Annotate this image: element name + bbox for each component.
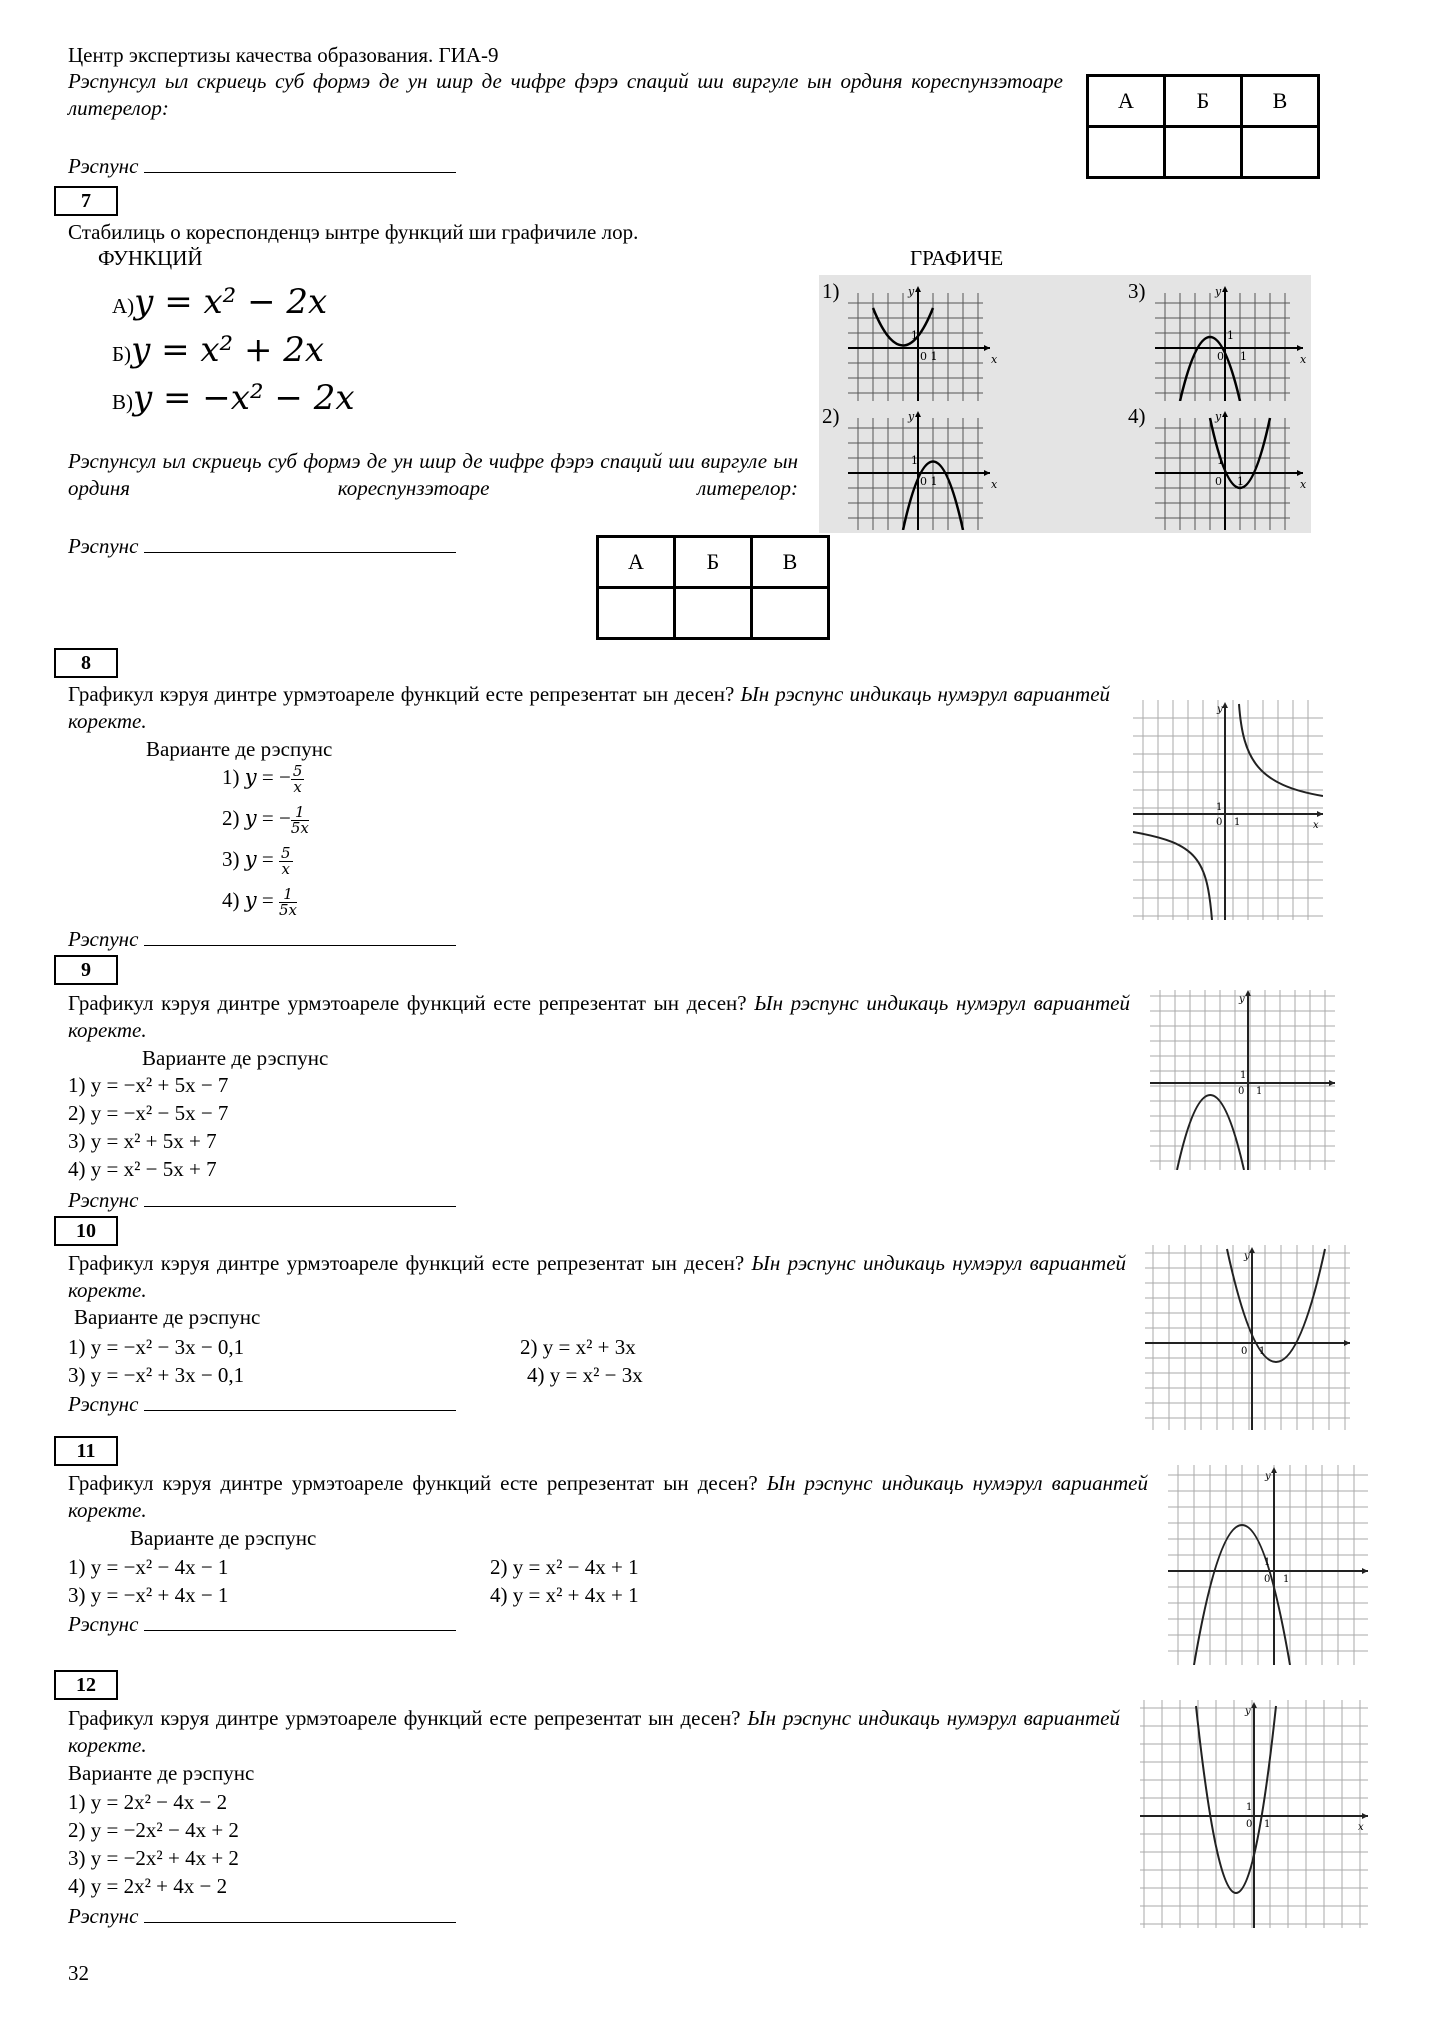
- svg-text:y: y: [1244, 1251, 1250, 1262]
- question-prompt: Стабилиць о кореспонденцэ ынтре функций ши графичиле лор.: [68, 220, 639, 244]
- option-item: 3) y = −x² + 3x − 0,1: [68, 1363, 245, 1387]
- answer-cell[interactable]: [675, 588, 752, 639]
- answer-field[interactable]: [144, 1390, 456, 1411]
- parabola-graph-icon: [1168, 1465, 1368, 1665]
- answer-table-header: В: [752, 537, 829, 588]
- graph-label: 2): [822, 404, 840, 428]
- answer-cell[interactable]: [598, 588, 675, 639]
- function-item: В)y = −x² − 2x: [112, 378, 355, 418]
- answer-cell[interactable]: [1165, 127, 1242, 178]
- svg-text:0: 0: [1216, 817, 1223, 828]
- svg-text:1: 1: [1256, 1086, 1263, 1097]
- svg-text:0: 0: [1246, 1819, 1253, 1830]
- answer-label: Рэспунс: [68, 927, 139, 951]
- answer-table-header: Б: [1165, 76, 1242, 127]
- option-item: 3) y = x² + 5x + 7: [68, 1129, 217, 1153]
- question-prompt: Графикул кэруя динтре урмэтоареле функций есте репрезентат ын десен? Ын рэспунс индикаць нумэрул вариантей коректе.: [68, 1706, 1120, 1757]
- options-title: Варианте де рэспунс: [142, 1046, 329, 1070]
- option-item: 1) y = 2x² − 4x − 2: [68, 1790, 228, 1814]
- svg-text:0: 0: [1241, 1346, 1248, 1357]
- graph-label: 1): [822, 279, 840, 303]
- svg-text:0: 0: [1238, 1086, 1245, 1097]
- option-item: 4) y = x² + 4x + 1: [490, 1583, 639, 1607]
- svg-text:0 1: 0 1: [920, 475, 938, 488]
- question-number: 8: [54, 648, 118, 678]
- answer-label: Рэспунс: [68, 1612, 139, 1636]
- svg-text:x: x: [1313, 820, 1319, 831]
- option-item: 2) y = −2x² − 4x + 2: [68, 1818, 239, 1842]
- svg-text:1: 1: [911, 329, 918, 342]
- option-item: 4) y = x² − 5x + 7: [68, 1157, 217, 1181]
- svg-text:y: y: [1265, 1471, 1271, 1482]
- options-list: [222, 763, 309, 927]
- answer-table-header: А: [598, 537, 675, 588]
- question-prompt: Графикул кэруя динтре урмэтоареле функций есте репрезентат ын десен? Ын рэспунс индикаць нумэрул вариантей коректе.: [68, 682, 1111, 733]
- answer-row: [68, 1390, 456, 1418]
- option-item: 4) y = 2x² + 4x − 2: [68, 1874, 228, 1898]
- svg-text:1: 1: [1264, 1819, 1271, 1830]
- answer-field[interactable]: [144, 532, 456, 553]
- options-list: [68, 1788, 239, 1900]
- question-prompt: Графикул кэруя динтре урмэтоареле функций есте репрезентат ын десен? Ын рэспунс индикаць нумэрул вариантей коректе.: [68, 1471, 1149, 1522]
- svg-text:1: 1: [1240, 350, 1247, 363]
- option-item: 2) y = x² − 4x + 1: [490, 1555, 639, 1579]
- graphs-title: ГРАФИЧЕ: [910, 246, 1004, 270]
- parabola-graph-icon: [1140, 1700, 1368, 1928]
- answer-field[interactable]: [144, 925, 456, 946]
- answer-row: [68, 1610, 456, 1638]
- answer-label: Рэспунс: [68, 1188, 139, 1212]
- question-prompt: Графикул кэруя динтре урмэтоареле функций есте репрезентат ын десен? Ын рэспунс индикаць нумэрул вариантей коректе.: [68, 1251, 1127, 1302]
- svg-text:y: y: [908, 410, 915, 423]
- question-number: 10: [54, 1216, 118, 1246]
- document-header: Центр экспертизы качества образования. ГИА-9: [68, 43, 499, 67]
- svg-text:y: y: [1215, 285, 1222, 298]
- options-title: Варианте де рэспунс: [74, 1305, 261, 1329]
- svg-text:0: 0: [1217, 350, 1224, 363]
- answer-field[interactable]: [144, 1186, 456, 1207]
- options-title: Варианте де рэспунс: [146, 737, 333, 761]
- options-title: Варианте де рэспунс: [130, 1526, 317, 1550]
- option-item: 1) y = −x² − 4x − 1: [68, 1555, 229, 1579]
- svg-text:1: 1: [1283, 1574, 1290, 1585]
- svg-text:1: 1: [1217, 454, 1224, 467]
- answer-table-header: В: [1242, 76, 1319, 127]
- graph-3-parabola-icon: [1155, 283, 1310, 401]
- answer-field[interactable]: [144, 1610, 456, 1631]
- svg-text:0: 0: [1264, 1574, 1271, 1585]
- svg-text:1: 1: [1246, 1802, 1253, 1813]
- answer-table: [596, 535, 830, 640]
- answer-label: Рэспунс: [68, 1392, 139, 1416]
- svg-text:1: 1: [1259, 1346, 1266, 1357]
- options-title: Варианте де рэспунс: [68, 1761, 255, 1785]
- option-item: 4) y = x² − 3x: [527, 1363, 643, 1387]
- answer-row: [68, 1186, 456, 1214]
- parabola-graph-icon: [1145, 1245, 1350, 1430]
- svg-text:0: 0: [1215, 475, 1222, 488]
- svg-text:x: x: [1300, 353, 1307, 366]
- svg-text:y: y: [1239, 994, 1245, 1005]
- question-number: 9: [54, 955, 118, 985]
- function-item: Б)y = x² + 2x: [112, 330, 325, 370]
- svg-text:1: 1: [1234, 817, 1241, 828]
- svg-text:x: x: [1300, 478, 1307, 491]
- answer-row: [68, 1902, 456, 1930]
- answer-cell[interactable]: [1088, 127, 1165, 178]
- option-item: 3) y = −2x² + 4x + 2: [68, 1846, 239, 1870]
- svg-text:1: 1: [1240, 1070, 1247, 1081]
- instruction-text: Рэспунсул ыл скриець суб формэ де ун шир де чифре фэрэ спаций ши виргуле ын ординя кореспунзэтоаре литерелор:: [68, 449, 798, 500]
- option-item: 1) y = − $\frac{5}{x}$: [222, 761, 303, 796]
- answer-cell[interactable]: [1242, 127, 1319, 178]
- answer-cell[interactable]: [752, 588, 829, 639]
- question-number: 11: [54, 1436, 118, 1466]
- graph-label: 4): [1128, 404, 1146, 428]
- answer-label: Рэспунс: [68, 1904, 139, 1928]
- answer-row: [68, 532, 456, 560]
- svg-text:y: y: [908, 285, 915, 298]
- option-item: 1) y = −x² + 5x − 7: [68, 1073, 229, 1097]
- graph-label: 3): [1128, 279, 1146, 303]
- svg-text:0 1: 0 1: [920, 350, 938, 363]
- parabola-graph-icon: [1150, 990, 1335, 1170]
- graph-4-parabola-icon: [1155, 408, 1310, 530]
- svg-text:1: 1: [1216, 802, 1223, 813]
- answer-field[interactable]: [144, 1902, 456, 1923]
- answer-label: Рэспунс: [68, 534, 139, 558]
- svg-text:1: 1: [1227, 329, 1234, 342]
- svg-text:x: x: [991, 353, 998, 366]
- svg-text:1: 1: [1264, 1557, 1271, 1568]
- option-item: 2) y = x² + 3x: [520, 1335, 636, 1359]
- graph-1-parabola-icon: [848, 283, 998, 401]
- option-item: 1) y = −x² − 3x − 0,1: [68, 1335, 245, 1359]
- function-list: [112, 278, 355, 422]
- question-number: 7: [54, 186, 118, 216]
- option-item: 3) y = $\frac{5}{x}$: [222, 843, 291, 878]
- graph-2-parabola-icon: [848, 408, 998, 530]
- question-prompt: Графикул кэруя динтре урмэтоареле функций есте репрезентат ын десен? Ын рэспунс индикаць нумэрул вариантей коректе.: [68, 991, 1130, 1042]
- function-item: А)y = x² − 2x: [112, 282, 328, 322]
- option-item: 2) y = − $\frac{1}{5x}$: [222, 802, 309, 837]
- option-item: 2) y = −x² − 5x − 7: [68, 1101, 229, 1125]
- functions-title: ФУНКЦИЙ: [98, 246, 203, 270]
- answer-table-header: А: [1088, 76, 1165, 127]
- svg-text:y: y: [1217, 704, 1223, 715]
- page-number: 32: [68, 1961, 89, 1985]
- question-number: 12: [54, 1670, 118, 1700]
- svg-text:y: y: [1215, 410, 1222, 423]
- answer-row: [68, 152, 456, 180]
- svg-text:x: x: [991, 478, 998, 491]
- option-item: 3) y = −x² + 4x − 1: [68, 1583, 229, 1607]
- options-list: [68, 1071, 228, 1183]
- answer-field[interactable]: [144, 152, 456, 173]
- answer-table-header: Б: [675, 537, 752, 588]
- instruction-text: Рэспунсул ыл скриець суб формэ де ун шир де чифре фэрэ спаций ши виргуле ын ординя кореспунзэтоаре литерелор:: [68, 69, 1063, 120]
- svg-text:y: y: [1245, 1706, 1251, 1717]
- answer-label: Рэспунс: [68, 154, 139, 178]
- hyperbola-graph-icon: [1133, 700, 1323, 920]
- svg-text:1: 1: [911, 454, 918, 467]
- svg-text:x: x: [1358, 1822, 1364, 1833]
- svg-text:1: 1: [1237, 475, 1244, 488]
- answer-row: [68, 925, 456, 953]
- option-item: 4) y = $\frac{1}{5x}$: [222, 884, 297, 919]
- answer-table: [1086, 74, 1320, 179]
